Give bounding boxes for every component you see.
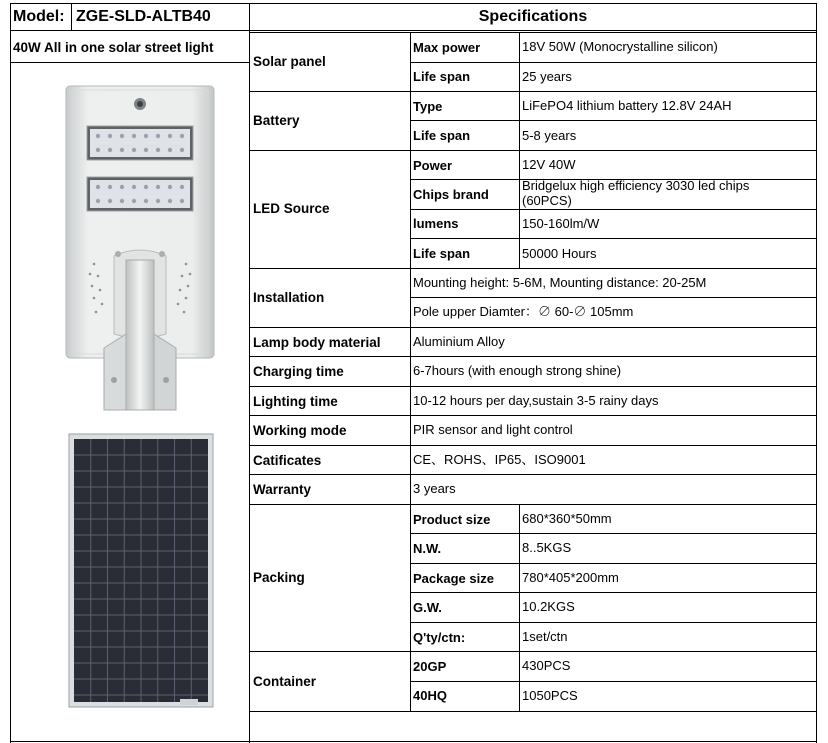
model-value: ZGE-SLD-ALTB40 [76,8,211,25]
key-package-size: Package size [413,571,494,586]
label-lighting-time: Lighting time [253,394,338,409]
value-working-mode: PIR sensor and light control [413,422,573,437]
value-chips-brand-line2: (60PCS) [522,193,572,208]
section-battery: Battery [253,113,300,128]
section-led-source: LED Source [253,201,330,216]
section-installation: Installation [253,290,325,305]
value-panel-life-span: 25 years [522,69,572,84]
key-gross-weight: G.W. [413,600,442,615]
key-panel-life-span: Life span [413,69,471,84]
value-charging-time: 6-7hours (with enough strong shine) [413,363,622,378]
key-40hq: 40HQ [413,688,447,703]
value-lighting-time: 10-12 hours per day,sustain 3-5 rainy days [413,393,659,408]
product-name: 40W All in one solar street light [13,40,214,55]
value-battery-type: LiFePO4 lithium battery 12.8V 24AH [522,98,732,113]
label-lamp-body-material: Lamp body material [253,335,381,350]
model-label: Model: [13,8,65,25]
solar-panel-image [68,433,214,708]
key-battery-type: Type [413,99,443,114]
key-qty-ctn: Q'ty/ctn: [413,630,466,645]
value-net-weight: 8..5KGS [522,540,572,555]
key-20gp: 20GP [413,659,447,674]
key-lumens: lumens [413,216,459,231]
value-led-power: 12V 40W [522,157,576,172]
label-certificates: Catificates [253,453,322,468]
key-battery-life-span: Life span [413,128,471,143]
value-product-size: 680*360*50mm [522,511,612,526]
specifications-title: Specifications [478,8,588,25]
section-container: Container [253,674,317,689]
label-warranty: Warranty [253,482,312,497]
value-pole-diameter: Pole upper Diamter：∅ 60-∅ 105mm [413,304,634,319]
value-20gp: 430PCS [522,658,571,673]
key-chips-brand: Chips brand [413,187,489,202]
value-40hq: 1050PCS [522,688,578,703]
section-packing: Packing [253,570,305,585]
value-battery-life-span: 5-8 years [522,128,577,143]
key-net-weight: N.W. [413,541,442,556]
value-max-power: 18V 50W (Monocrystalline silicon) [522,39,718,54]
value-lumens: 150-160lm/W [522,216,600,231]
value-package-size: 780*405*200mm [522,570,619,585]
value-warranty: 3 years [413,481,456,496]
label-charging-time: Charging time [253,364,344,379]
key-led-life-span: Life span [413,246,471,261]
value-mounting: Mounting height: 5-6M, Mounting distance: 20-25M [413,275,707,290]
value-chips-brand-line1: Bridgelux high efficiency 3030 led chips [522,178,750,193]
key-led-power: Power [413,158,453,173]
value-led-life-span: 50000 Hours [522,246,597,261]
value-lamp-body-material: Aluminium Alloy [413,334,505,349]
value-gross-weight: 10.2KGS [522,599,575,614]
key-product-size: Product size [413,512,491,527]
section-solar-panel: Solar panel [253,54,326,69]
street-light-image [62,84,218,414]
label-working-mode: Working mode [253,423,347,438]
value-certificates: CE、ROHS、IP65、ISO9001 [413,452,586,467]
value-qty-ctn: 1set/ctn [522,629,568,644]
key-max-power: Max power [413,40,481,55]
